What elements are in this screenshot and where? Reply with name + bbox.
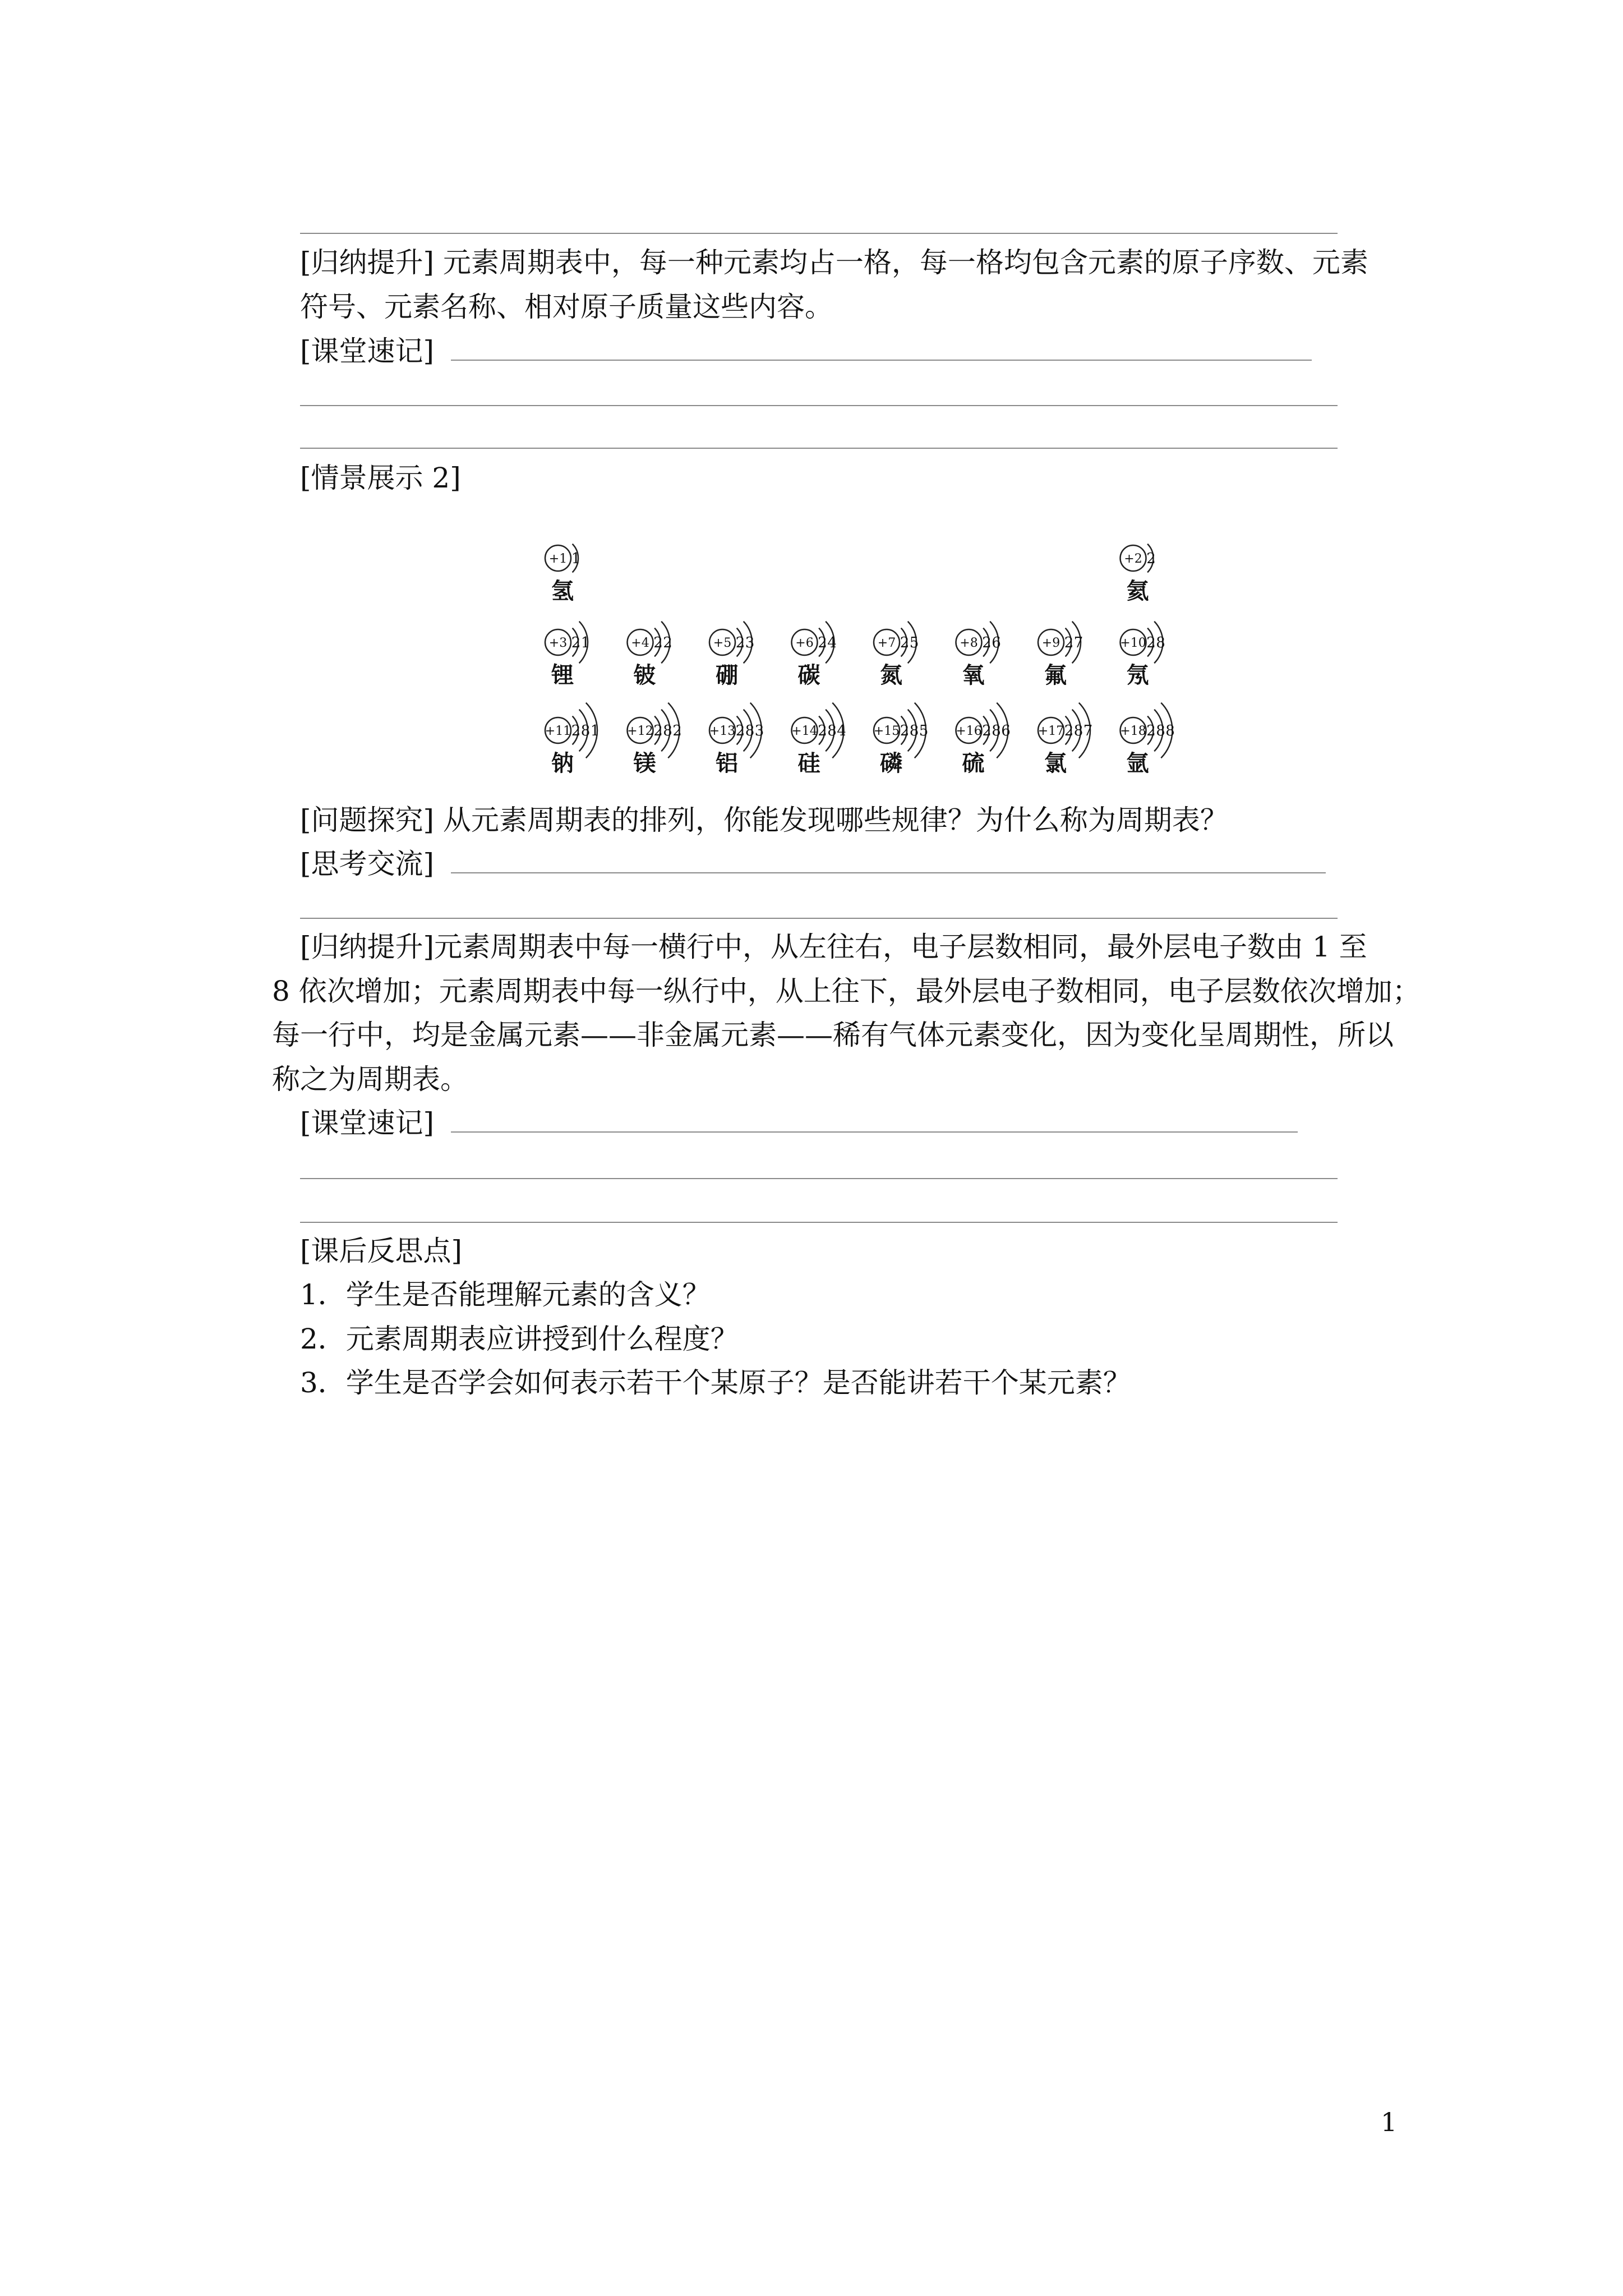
- summary-text: 元素周期表中，每一种元素均占一格，每一格均包含元素的原子序数、元素: [442, 246, 1368, 279]
- shell-electron-count: 2: [982, 723, 992, 739]
- summary-paragraph-2-line2: 8 依次增加；元素周期表中每一纵行中，从上往下，最外层电子数相同，电子层数依次增加；: [272, 975, 1421, 1007]
- atom-diagram: [956, 622, 1001, 688]
- atom-diagram: [1120, 703, 1174, 776]
- nuclear-charge: +10: [1120, 636, 1146, 650]
- question-paragraph: [300, 802, 1228, 838]
- nuclear-charge: +4: [631, 636, 649, 650]
- discussion-label: [思考交流]: [300, 848, 435, 880]
- shell-electron-count: 2: [818, 634, 827, 651]
- shell-electron-count: 8: [580, 723, 591, 739]
- element-name: 硼: [716, 662, 738, 688]
- atomic-structure-diagram: [527, 536, 1175, 802]
- element-name: 锂: [551, 662, 574, 688]
- summary-paragraph-2-line3: 每一行中，均是金属元素——非金属元素——稀有气体元素变化，因为变化呈周期性，所以: [272, 1019, 1394, 1051]
- shell-electron-count: 2: [900, 723, 910, 739]
- nuclear-charge: +14: [791, 724, 818, 738]
- shell-electron-count: 7: [1083, 723, 1093, 739]
- atom-diagram: [1038, 622, 1083, 688]
- shell-electron-count: 2: [818, 723, 827, 739]
- shell-electron-count: 2: [735, 634, 745, 651]
- answer-line: [300, 918, 1338, 919]
- atom-diagram: [956, 703, 1010, 776]
- shell-electron-count: 8: [909, 723, 919, 739]
- nuclear-charge: +12: [627, 724, 653, 738]
- class-notes-1: [300, 333, 1312, 369]
- atom-diagram: [545, 622, 590, 688]
- atom-diagram: [709, 622, 754, 688]
- shell-electron-count: 8: [1156, 634, 1165, 651]
- shell-electron-count: 2: [571, 634, 581, 651]
- nuclear-charge: +5: [713, 636, 732, 650]
- atom-diagram: [874, 622, 919, 688]
- shell-electron-count: 2: [653, 634, 663, 651]
- atom-diagram: [1121, 544, 1156, 604]
- atom-diagram: [792, 622, 837, 688]
- notes-blank[interactable]: [451, 1115, 1298, 1133]
- atom-diagram: [627, 703, 681, 776]
- shell-electron-count: 8: [663, 723, 672, 739]
- shell-electron-count: 2: [900, 634, 910, 651]
- shell-electron-count: 2: [1064, 723, 1074, 739]
- shell-electron-count: 8: [1073, 723, 1083, 739]
- question-text: 从元素周期表的排列，你能发现哪些规律？为什么称为周期表？: [442, 804, 1228, 836]
- atom-diagram: [545, 544, 580, 604]
- notes-label: [课堂速记]: [300, 335, 435, 367]
- shell-electron-count: 2: [1146, 550, 1156, 567]
- nuclear-charge: +17: [1038, 724, 1064, 738]
- nuclear-charge: +6: [795, 636, 814, 650]
- shell-electron-count: 2: [663, 634, 672, 651]
- summary-label: [归纳提升]: [300, 246, 435, 279]
- element-name: 铝: [716, 751, 738, 776]
- reflection-item: 1．学生是否能理解元素的含义？: [300, 1278, 711, 1311]
- element-name: 镁: [633, 751, 656, 776]
- nuclear-charge: +3: [548, 636, 568, 650]
- element-name: 氢: [551, 578, 574, 604]
- nuclear-charge: +15: [873, 724, 900, 738]
- nuclear-charge: +2: [1124, 552, 1142, 566]
- notes-blank[interactable]: [451, 343, 1312, 361]
- element-name: 铍: [633, 662, 656, 688]
- answer-line: [300, 448, 1338, 449]
- nuclear-charge: +9: [1041, 636, 1061, 650]
- reflection-item: 2．元素周期表应讲授到什么程度？: [300, 1323, 739, 1355]
- atom-diagram: [545, 703, 600, 776]
- shell-electron-count: 8: [745, 723, 755, 739]
- shell-electron-count: 4: [827, 634, 837, 651]
- element-name: 氩: [1126, 751, 1149, 776]
- summary-paragraph-1-cont: 符号、元素名称、相对原子质量这些内容。: [300, 291, 833, 323]
- shell-electron-count: 3: [745, 634, 755, 651]
- shell-electron-count: 1: [580, 634, 591, 651]
- element-name: 碳: [797, 662, 820, 688]
- nuclear-charge: +11: [545, 724, 571, 738]
- element-name: 氮: [880, 662, 902, 688]
- discussion-blank[interactable]: [451, 855, 1326, 873]
- nuclear-charge: +1: [548, 552, 568, 566]
- summary-paragraph-1: [300, 245, 1368, 280]
- nuclear-charge: +13: [709, 724, 736, 738]
- element-name: 硅: [797, 751, 820, 776]
- shell-electron-count: 1: [590, 723, 600, 739]
- atom-diagram: [874, 703, 928, 776]
- summary-paragraph-2: [归纳提升]元素周期表中每一横行中，从左往右，电子层数相同，最外层电子数由 1 至: [300, 931, 1367, 963]
- shell-electron-count: 2: [672, 723, 682, 739]
- answer-line: [300, 1178, 1338, 1179]
- shell-electron-count: 8: [992, 723, 1001, 739]
- element-name: 氯: [1044, 751, 1067, 776]
- scene-label-2: [情景展示 2]: [300, 462, 461, 494]
- nuclear-charge: +7: [877, 636, 896, 650]
- shell-electron-count: 2: [1146, 723, 1156, 739]
- atom-diagram: [791, 703, 846, 776]
- notes-label: [课堂速记]: [300, 1107, 435, 1139]
- atom-diagram: [1120, 622, 1165, 688]
- page-number: 1: [1381, 2107, 1398, 2137]
- shell-electron-count: 2: [571, 723, 581, 739]
- shell-electron-count: 1: [571, 550, 581, 567]
- shell-electron-count: 4: [837, 723, 846, 739]
- shell-electron-count: 2: [735, 723, 745, 739]
- element-name: 氦: [1126, 578, 1149, 604]
- element-name: 磷: [880, 751, 902, 776]
- atom-diagram: [709, 703, 764, 776]
- shell-electron-count: 2: [1146, 634, 1156, 651]
- answer-line: [300, 233, 1338, 234]
- element-name: 氖: [1126, 662, 1149, 688]
- summary-paragraph-2-line4: 称之为周期表。: [272, 1063, 468, 1096]
- shell-electron-count: 8: [1156, 723, 1165, 739]
- nuclear-charge: +18: [1120, 724, 1146, 738]
- element-name: 氟: [1044, 662, 1067, 688]
- nuclear-charge: +16: [956, 724, 982, 738]
- shell-electron-count: 8: [827, 723, 837, 739]
- reflection-item: 3．学生是否学会如何表示若干个某原子？是否能讲若干个某元素？: [300, 1366, 1131, 1399]
- element-name: 氧: [962, 662, 985, 688]
- reflection-label: [课后反思点]: [300, 1235, 463, 1267]
- shell-electron-count: 2: [653, 723, 663, 739]
- discussion-line: [300, 846, 1326, 882]
- answer-line: [300, 405, 1338, 406]
- shell-electron-count: 5: [919, 723, 929, 739]
- shell-electron-count: 8: [1165, 723, 1175, 739]
- shell-electron-count: 6: [1001, 723, 1011, 739]
- element-name: 钠: [551, 751, 574, 776]
- atom-diagram: [1038, 703, 1092, 776]
- answer-line: [300, 1222, 1338, 1223]
- shell-electron-count: 2: [982, 634, 992, 651]
- shell-electron-count: 7: [1073, 634, 1083, 651]
- shell-electron-count: 2: [1064, 634, 1074, 651]
- shell-electron-count: 3: [754, 723, 764, 739]
- atom-diagram: [628, 622, 672, 688]
- nuclear-charge: +8: [960, 636, 978, 650]
- shell-electron-count: 6: [992, 634, 1001, 651]
- class-notes-2: [300, 1105, 1298, 1141]
- element-name: 硫: [962, 751, 985, 776]
- shell-electron-count: 5: [909, 634, 919, 651]
- question-label: [问题探究]: [300, 804, 435, 836]
